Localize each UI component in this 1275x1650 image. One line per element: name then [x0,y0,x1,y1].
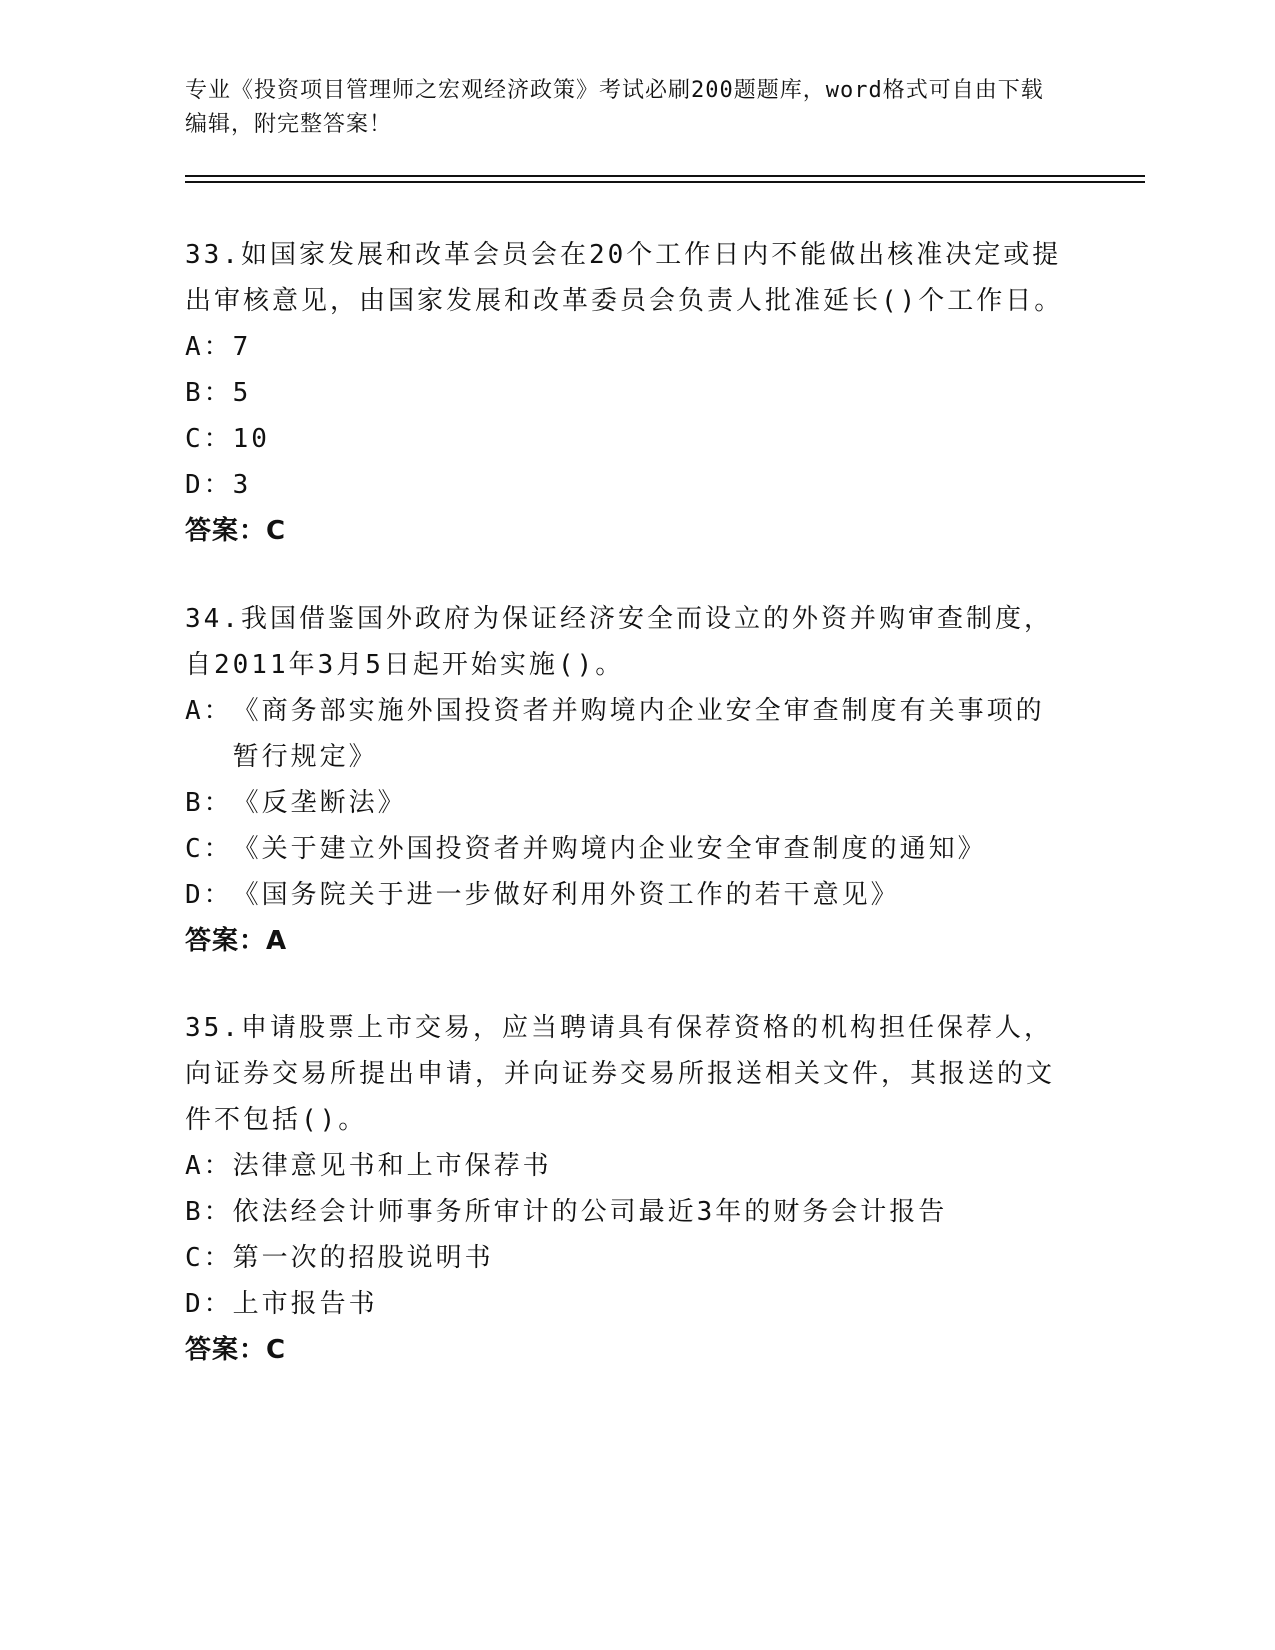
option-text: 第一次的招股说明书 [232,1243,494,1273]
option-text: 《关于建立外国投资者并购境内企业安全审查制度的通知》 [232,834,987,864]
option-letter: A： [185,332,233,362]
header-divider-top [185,175,1145,177]
option-letter: D： [185,1289,233,1319]
option-text: 法律意见书和上市保荐书 [232,1151,552,1181]
option-text: 7 [232,332,252,362]
option-text: 《国务院关于进一步做好利用外资工作的若干意见》 [232,880,900,910]
header-divider-bottom [185,181,1145,183]
option-b [185,780,1065,826]
option-a [185,324,1065,370]
option-c [185,416,1065,462]
option-b [185,1189,1065,1235]
option-letter: D： [185,470,233,500]
option-text: 上市报告书 [232,1289,378,1319]
question-33 [185,232,1065,554]
option-letter: C： [185,424,233,454]
answer-line: 答案：A [185,926,288,956]
option-text: 5 [232,378,252,408]
option-letter: D： [185,880,233,910]
question-stem: 34.我国借鉴国外政府为保证经济安全而设立的外资并购审查制度，自2011年3月5日起开始实施()。 [185,604,1053,680]
question-34 [185,596,1065,964]
option-letter: A： [185,696,233,726]
option-d [185,872,1065,918]
option-letter: B： [185,788,233,818]
option-c [185,1235,1065,1281]
option-letter: B： [185,378,233,408]
option-d [185,462,1065,508]
option-letter: A： [185,1151,233,1181]
option-text: 3 [232,470,252,500]
question-stem: 35.申请股票上市交易，应当聘请具有保荐资格的机构担任保荐人，向证券交易所提出申请，并向证券交易所报送相关文件，其报送的文件不包括()。 [185,1013,1056,1135]
option-text: 《商务部实施外国投资者并购境内企业安全审查制度有关事项的暂行规定》 [232,696,1045,772]
answer-line: 答案：C [185,516,287,546]
option-b [185,370,1065,416]
option-c [185,826,1065,872]
option-letter: C： [185,834,233,864]
document-header: 专业《投资项目管理师之宏观经济政策》考试必刷200题题库，word格式可自由下载编辑，附完整答案！ [185,78,1044,137]
option-a [185,1143,1065,1189]
option-text: 依法经会计师事务所审计的公司最近3年的财务会计报告 [232,1197,948,1227]
question-35 [185,1005,1065,1373]
option-letter: C： [185,1243,233,1273]
option-d [185,1281,1065,1327]
answer-line: 答案：C [185,1335,287,1365]
option-letter: B： [185,1197,233,1227]
option-text: 10 [232,424,270,454]
option-a [185,688,1065,780]
option-text: 《反垄断法》 [232,788,407,818]
question-stem: 33.如国家发展和改革会员会在20个工作日内不能做出核准决定或提出审核意见，由国家发展和改革委员会负责人批准延长()个工作日。 [185,240,1064,316]
